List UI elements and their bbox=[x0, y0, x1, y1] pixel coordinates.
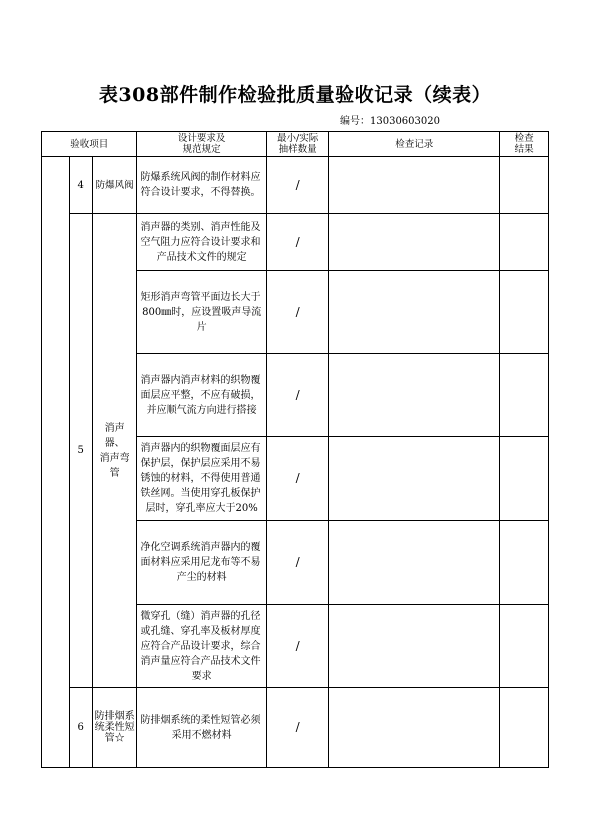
req-text: 消声器内消声材料的织物覆面层应平整，不应有破损， bbox=[140, 374, 261, 401]
col-result-header bbox=[500, 132, 549, 157]
row-record[interactable] bbox=[329, 688, 500, 768]
row-requirement bbox=[137, 437, 266, 521]
col-sample-header bbox=[266, 132, 329, 157]
row-result[interactable] bbox=[500, 214, 549, 271]
req-text: 净化空调系统消声器内的覆面材料应采用尼龙布等不易 bbox=[140, 542, 261, 568]
req-text-tail: 800㎜时，应设置吸声导流片 bbox=[142, 306, 262, 333]
row-sample: / bbox=[266, 521, 329, 605]
sample-header-line1: 最小/实际 bbox=[277, 133, 319, 144]
req-text-tail: 产品技术文件的规定 bbox=[156, 251, 247, 263]
req-text-tail: 采用不燃材料 bbox=[171, 729, 232, 741]
row-record[interactable] bbox=[329, 157, 500, 214]
table-header-row bbox=[42, 132, 549, 157]
row-requirement bbox=[137, 605, 266, 688]
row-number: 6 bbox=[69, 688, 92, 768]
row-sample: / bbox=[266, 688, 329, 768]
row-number: 4 bbox=[69, 157, 92, 214]
req-text: 矩形消声弯管平面边长大于 bbox=[140, 291, 261, 303]
result-header-line1: 检查 bbox=[514, 133, 534, 144]
row-item-name bbox=[92, 214, 137, 688]
sample-header-line2: 抽样数量 bbox=[278, 144, 317, 155]
table-row bbox=[42, 157, 549, 214]
code-value: 13030603020 bbox=[370, 116, 440, 127]
req-text-tail: 产尘的材料 bbox=[176, 572, 227, 583]
req-text: 微穿孔（缝）消声器的孔径或孔缝、穿孔率及板材厚度应符合产品设计要求，综合消声量应符合产品技术文件 bbox=[140, 610, 261, 667]
req-text-tail: 要求 bbox=[191, 670, 212, 682]
req-header-line2: 规范规定 bbox=[182, 144, 221, 155]
row-result[interactable] bbox=[500, 437, 549, 521]
row-result[interactable] bbox=[500, 688, 549, 768]
row-sample: / bbox=[266, 354, 329, 437]
group-blank-cell bbox=[42, 157, 70, 768]
row-sample: / bbox=[266, 437, 329, 521]
row-record[interactable] bbox=[329, 605, 500, 688]
row-number: 5 bbox=[69, 214, 92, 688]
row-requirement bbox=[137, 521, 266, 605]
row-record[interactable] bbox=[329, 437, 500, 521]
req-text-tail: 并应顺气流方向进行搭接 bbox=[146, 404, 257, 416]
row-result[interactable] bbox=[500, 157, 549, 214]
table-row bbox=[42, 214, 549, 271]
col-item-header: 验收项目 bbox=[42, 132, 137, 157]
row-record[interactable] bbox=[329, 214, 500, 271]
row-record[interactable] bbox=[329, 521, 500, 605]
item-name-line2: 消声弯管 bbox=[99, 452, 130, 479]
code-label: 编号： bbox=[340, 116, 370, 127]
row-requirement bbox=[137, 271, 266, 354]
row-result[interactable] bbox=[500, 605, 549, 688]
record-code bbox=[340, 112, 440, 127]
row-sample: / bbox=[266, 214, 329, 271]
row-result[interactable] bbox=[500, 271, 549, 354]
row-requirement: 防爆系统风阀的制作材料应符合设计要求，不得替换。 bbox=[137, 157, 266, 214]
row-result[interactable] bbox=[500, 521, 549, 605]
result-header-line2: 结果 bbox=[514, 144, 534, 155]
row-result[interactable] bbox=[500, 354, 549, 437]
req-text: 消声器内的织物覆面层应有保护层，保护层应采用不易锈蚀的材料，不得使用普通铁丝网。当使用穿孔板保护 bbox=[140, 443, 261, 499]
row-sample: / bbox=[266, 271, 329, 354]
col-requirement-header bbox=[137, 132, 266, 157]
req-text: 防排烟系统的柔性短管必须 bbox=[140, 714, 261, 726]
page-title: 表308部件制作检验批质量验收记录（续表） bbox=[98, 84, 492, 106]
row-record[interactable] bbox=[329, 354, 500, 437]
req-text: 消声器的类别、消声性能及空气阻力应符合设计要求和 bbox=[140, 221, 261, 248]
col-record-header: 检查记录 bbox=[329, 132, 500, 157]
req-header-line1: 设计要求及 bbox=[177, 133, 226, 144]
row-item-name: 防爆风阀 bbox=[92, 157, 137, 214]
row-requirement bbox=[137, 214, 266, 271]
row-requirement bbox=[137, 354, 266, 437]
req-text-tail: 层时，穿孔率应大于20% bbox=[145, 503, 258, 514]
row-requirement bbox=[137, 688, 266, 768]
inspection-table bbox=[41, 131, 549, 768]
item-name-line1: 消声器、 bbox=[104, 422, 125, 449]
row-item-name: 防排烟系统柔性短管☆ bbox=[92, 688, 137, 768]
table-row bbox=[42, 688, 549, 768]
row-record[interactable] bbox=[329, 271, 500, 354]
row-sample: / bbox=[266, 605, 329, 688]
row-sample: / bbox=[266, 157, 329, 214]
